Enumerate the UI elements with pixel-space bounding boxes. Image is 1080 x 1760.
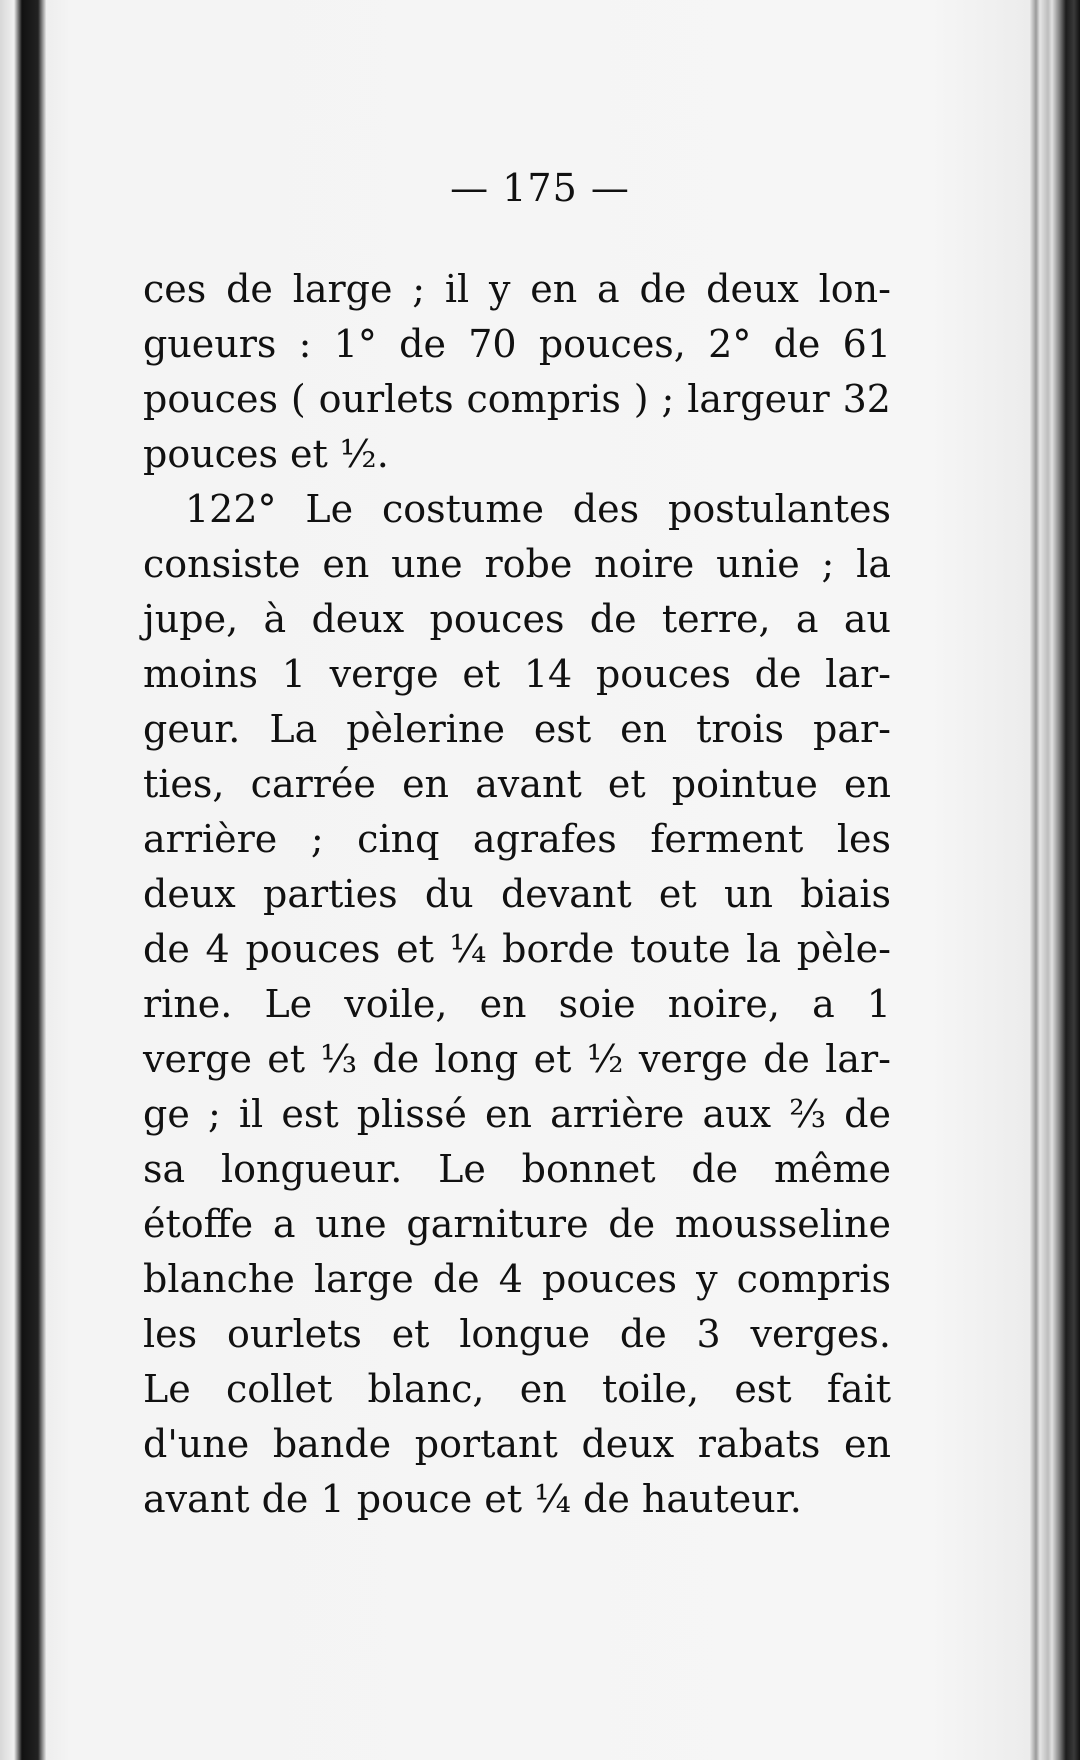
text-line: Le collet blanc, en toile, est fait	[143, 1367, 891, 1411]
text-line: ge ; il est plissé en arrière aux ⅔ de	[143, 1092, 891, 1136]
text-line: deux parties du devant et un biais	[143, 872, 891, 916]
text-line: d'une bande portant deux rabats en	[143, 1422, 891, 1466]
text-line: gueurs : 1° de 70 pouces, 2° de 61	[143, 322, 891, 366]
text-line: geur. La pèlerine est en trois par-	[143, 707, 891, 751]
page-edge-shadow	[1030, 0, 1080, 1760]
text-line: verge et ⅓ de long et ½ verge de lar-	[143, 1037, 891, 1081]
text-line: de 4 pouces et ¼ borde toute la pèle-	[143, 927, 891, 971]
book-spine-shadow	[0, 0, 46, 1760]
text-line: ces de large ; il y en a de deux lon-	[143, 267, 891, 311]
text-line: avant de 1 pouce et ¼ de hauteur.	[143, 1477, 802, 1521]
page-number: — 175 —	[450, 166, 630, 210]
text-line: étoffe a une garniture de mousseline	[143, 1202, 891, 1246]
text-line: consiste en une robe noire unie ; la	[143, 542, 891, 586]
text-line: sa longueur. Le bonnet de même	[143, 1147, 891, 1191]
text-line: ties, carrée en avant et pointue en	[143, 762, 891, 806]
text-line: arrière ; cinq agrafes ferment les	[143, 817, 891, 861]
text-line: moins 1 verge et 14 pouces de lar-	[143, 652, 891, 696]
text-line: 122° Le costume des postulantes	[185, 487, 891, 531]
page-text	[143, 262, 891, 1527]
text-line: les ourlets et longue de 3 verges.	[143, 1312, 891, 1356]
text-line: pouces et ½.	[143, 432, 389, 476]
text-line: rine. Le voile, en soie noire, a 1	[143, 982, 891, 1026]
text-line: pouces ( ourlets compris ) ; largeur 32	[143, 377, 891, 421]
text-line: jupe, à deux pouces de terre, a au	[143, 597, 891, 641]
text-line: blanche large de 4 pouces y compris	[143, 1257, 891, 1301]
